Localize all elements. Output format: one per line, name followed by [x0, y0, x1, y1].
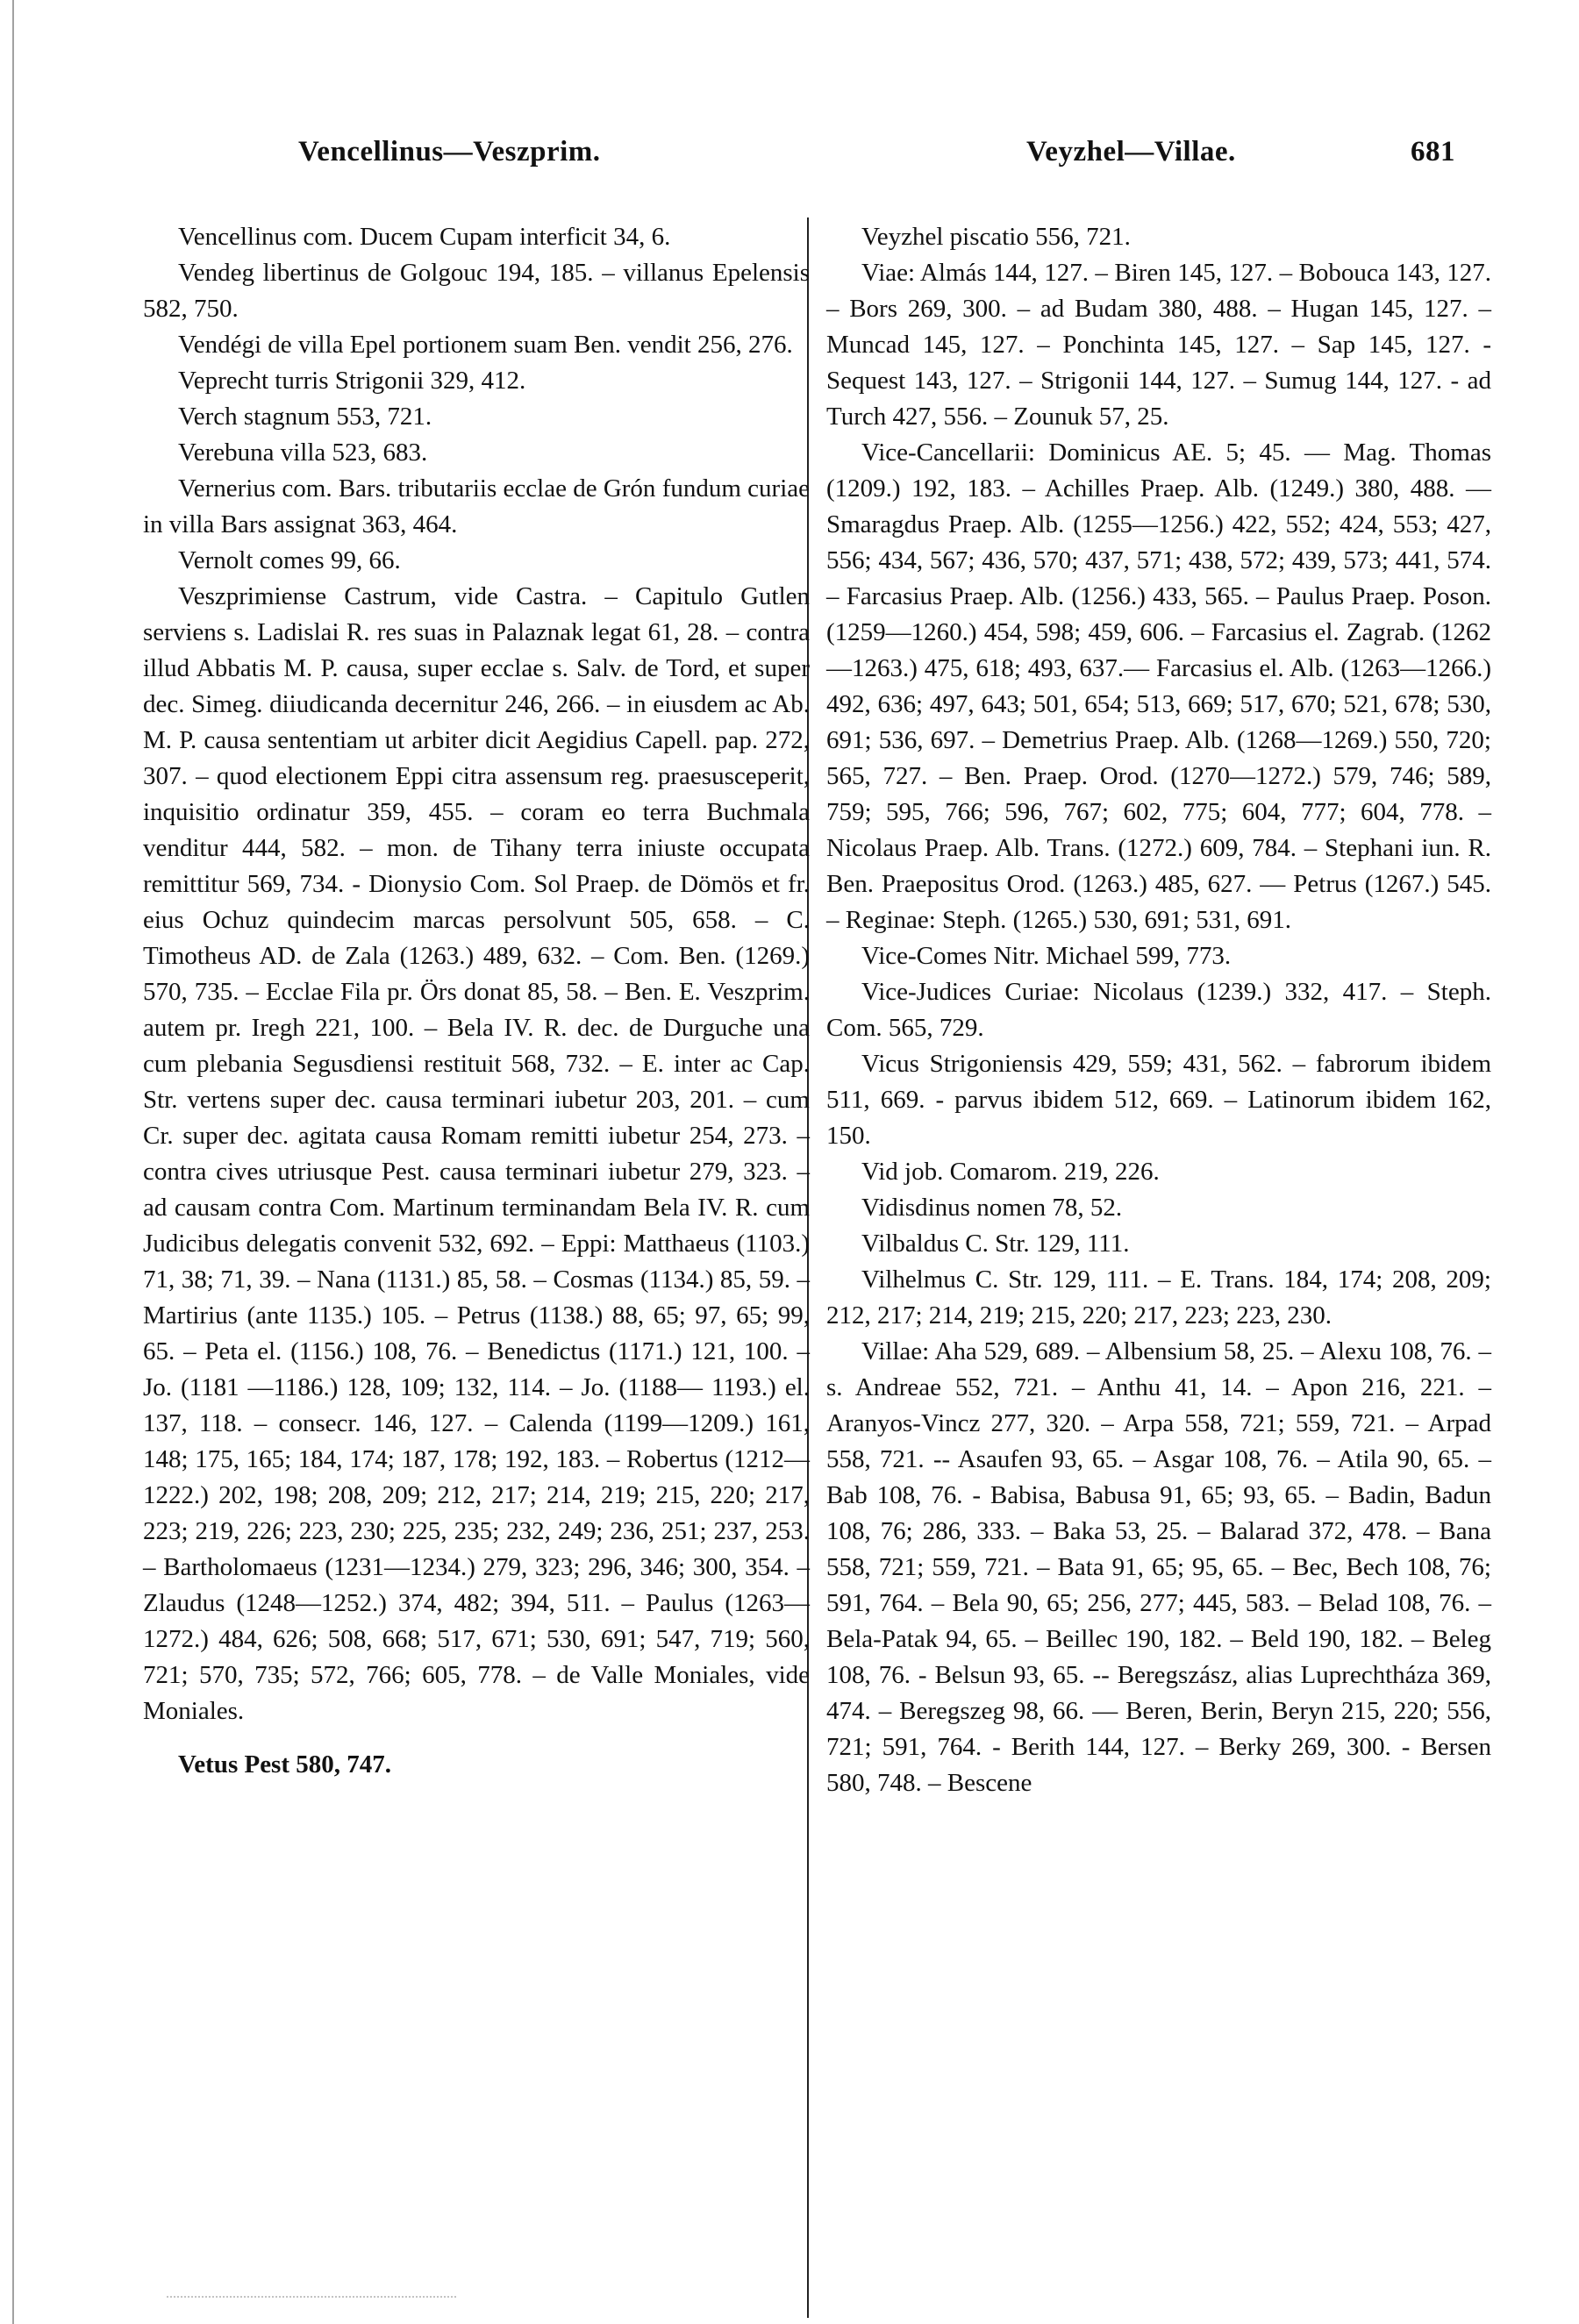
header-right: Veyzhel—Villae. [1026, 136, 1236, 168]
index-entry: Veyzhel piscatio 556, 721. [861, 223, 1131, 251]
page-edge-line [12, 0, 14, 2324]
print-smudge [167, 2296, 456, 2306]
index-entry: Vid job. Comarom. 219, 226. [861, 1158, 1160, 1186]
index-entry: Vice-Cancellarii: Dominicus AE. 5; 45. — Mag. Thomas (1209.) 192, 183. – Achilles Praep. Alb. (1249.) 380, 488. — Smaragdus Praep. Alb. (1255—1256.) 422, 552; 424, 553; 427, 556; 434, 567; 436, 570; 437, 571; 438, 572; 439, 573; 441, 574. – Farcasius Praep. Alb. (1256.) 433, 565. – Paulus Praep. Poson. (1259—1260.) 454, 598; 459, 606. – Farcasius el. Zagrab. (1262—1263.) 475, 618; 493, 637.— Farcasius el. Alb. (1263—1266.) 492, 636; 497, 643; 501, 654; 513, 669; 517, 670; 521, 678; 530, 691; 536, 697. – Demetrius Praep. Alb. (1268—1269.) 550, 720; 565, 727. – Ben. Praep. Orod. (1270—1272.) 579, 746; 589, 759; 595, 766; 596, 767; 602, 775; 604, 777; 604, 778. – Nicolaus Praep. Alb. Trans. (1272.) 609, 784. – Stephani iun. R. Ben. Praepositus Orod. (1263.) 485, 627. — Petrus (1267.) 545. – Reginae: Steph. (1265.) 530, 691; 531, 691. [826, 438, 1491, 934]
index-entry: Vilhelmus C. Str. 129, 111. – E. Trans. 184, 174; 208, 209; 212, 217; 214, 219; 215, 220; 217, 223; 223, 230. [826, 1265, 1491, 1330]
index-entry: Veszprimiense Castrum, vide Castra. – Capitulo Gutlen serviens s. Ladislai R. res suas in Palaznak legat 61, 28. – contra illud Abbatis M. P. causa, super ecclae s. Salv. de Tord, et super dec. Simeg. diiudicanda decernitur 246, 266. – in eiusdem ac Ab. M. P. causa sententiam ut arbiter dicit Aegidius Capell. pap. 272, 307. – quod electionem Eppi citra assensum reg. praesusceperit, inquisitio ordinatur 359, 455. – coram eo terra Buchmala venditur 444, 582. – mon. de Tihany terra iniuste occupata remittitur 569, 734. - Dionysio Com. Sol Praep. de Dömös et fr. eius Ochuz quindecim marcas persolvunt 505, 658. – C. Timotheus AD. de Zala (1263.) 489, 632. – Com. Ben. (1269.) 570, 735. – Ecclae Fila pr. Örs donat 85, 58. – Ben. E. Veszprim. autem pr. Iregh 221, 100. – Bela IV. R. dec. de Durguche una cum plebania Segusdiensi restituit 568, 732. – E. inter ac Cap. Str. vertens super dec. causa terminari iubetur 203, 201. – cum Cr. super dec. agitata causa Romam remitti iubetur 254, 273. – contra cives utriusque Pest. causa terminari iubetur 279, 323. – ad causam contra Com. Martinum terminandam Bela IV. R. cum Judicibus delegatis convenit 532, 692. – Eppi: Matthaeus (1103.) 71, 38; 71, 39. – Nana (1131.) 85, 58. – Cosmas (1134.) 85, 59. – Martirius (ante 1135.) 105. – Petrus (1138.) 88, 65; 97, 65; 99, 65. – Peta el. (1156.) 108, 76. – Benedictus (1171.) 121, 100. – Jo. (1181 —1186.) 128, 109; 132, 114. – Jo. (1188— 1193.) el. 137, 118. – consecr. 146, 127. – Calenda (1199—1209.) 161, 148; 175, 165; 184, 174; 187, 178; 192, 183. – Robertus (1212— 1222.) 202, 198; 208, 209; 212, 217; 214, 219; 215, 220; 217, 223; 219, 226; 223, 230; 225, 235; 232, 249; 236, 251; 237, 253. – Bartholomaeus (1231—1234.) 279, 323; 296, 346; 300, 354. – Zlaudus (1248—1252.) 374, 482; 394, 511. – Paulus (1263—1272.) 484, 626; 508, 668; 517, 671; 530, 691; 547, 719; 560, 721; 570, 735; 572, 766; 605, 778. – de Valle Moniales, vide Moniales. [143, 582, 810, 1725]
index-entry: Vernerius com. Bars. tributariis ecclae de Grón fundum curiae in villa Bars assignat 363, 464. [143, 474, 810, 538]
index-entry: Vendeg libertinus de Golgouc 194, 185. – villanus Epelensis 582, 750. [143, 259, 810, 323]
right-column [826, 219, 1491, 1801]
index-entry: Verch stagnum 553, 721. [178, 403, 432, 431]
index-entry: Viae: Almás 144, 127. – Biren 145, 127. – Bobouca 143, 127. – Bors 269, 300. – ad Budam 380, 488. – Hugan 145, 127. – Muncad 145, 127. – Ponchinta 145, 127. – Sap 145, 127. - Sequest 143, 127. – Strigonii 144, 127. – Sumug 144, 127. - ad Turch 427, 556. – Zounuk 57, 25. [826, 259, 1491, 431]
page-number: 681 [1411, 136, 1455, 168]
index-entry: Vice-Comes Nitr. Michael 599, 773. [861, 942, 1232, 970]
index-entry: Vetus Pest 580, 747. [178, 1750, 392, 1779]
index-entry: Vernolt comes 99, 66. [178, 546, 401, 574]
header-left: Vencellinus—Veszprim. [298, 136, 601, 168]
index-entry: Vencellinus com. Ducem Cupam interficit 34, 6. [178, 223, 671, 251]
index-entry: Vice-Judices Curiae: Nicolaus (1239.) 332, 417. – Steph. Com. 565, 729. [826, 978, 1491, 1042]
index-entry: Vicus Strigoniensis 429, 559; 431, 562. – fabrorum ibidem 511, 669. - parvus ibidem 512, 669. – Latinorum ibidem 162, 150. [826, 1050, 1491, 1150]
index-entry: Veprecht turris Strigonii 329, 412. [178, 367, 526, 395]
left-column [143, 219, 810, 1783]
index-entry: Vendégi de villa Epel portionem suam Ben. vendit 256, 276. [178, 331, 793, 359]
running-header [0, 136, 1579, 189]
index-entry: Vidisdinus nomen 78, 52. [861, 1194, 1123, 1222]
index-entry: Vilbaldus C. Str. 129, 111. [861, 1230, 1130, 1258]
index-entry: Verebuna villa 523, 683. [178, 438, 428, 467]
index-entry: Villae: Aha 529, 689. – Albensium 58, 25. – Alexu 108, 76. – s. Andreae 552, 721. – Anthu 41, 14. – Apon 216, 221. – Aranyos-Vincz 277, 320. – Arpa 558, 721; 559, 721. – Arpad 558, 721. -- Asaufen 93, 65. – Asgar 108, 76. – Atila 90, 65. – Bab 108, 76. - Babisa, Babusa 91, 65; 93, 65. – Badin, Badun 108, 76; 286, 333. – Baka 53, 25. – Balarad 372, 478. – Bana 558, 721; 559, 721. – Bata 91, 65; 95, 65. – Bec, Bech 108, 76; 591, 764. – Bela 90, 65; 256, 277; 445, 583. – Belad 108, 76. – Bela-Patak 94, 65. – Beillec 190, 182. – Beld 190, 182. – Beleg 108, 76. - Belsun 93, 65. -- Beregszász, alias Luprechtháza 369, 474. – Beregszeg 98, 66. — Beren, Berin, Beryn 215, 220; 556, 721; 591, 764. - Berith 144, 127. – Berky 269, 300. - Bersen 580, 748. – Bescene [826, 1337, 1491, 1797]
